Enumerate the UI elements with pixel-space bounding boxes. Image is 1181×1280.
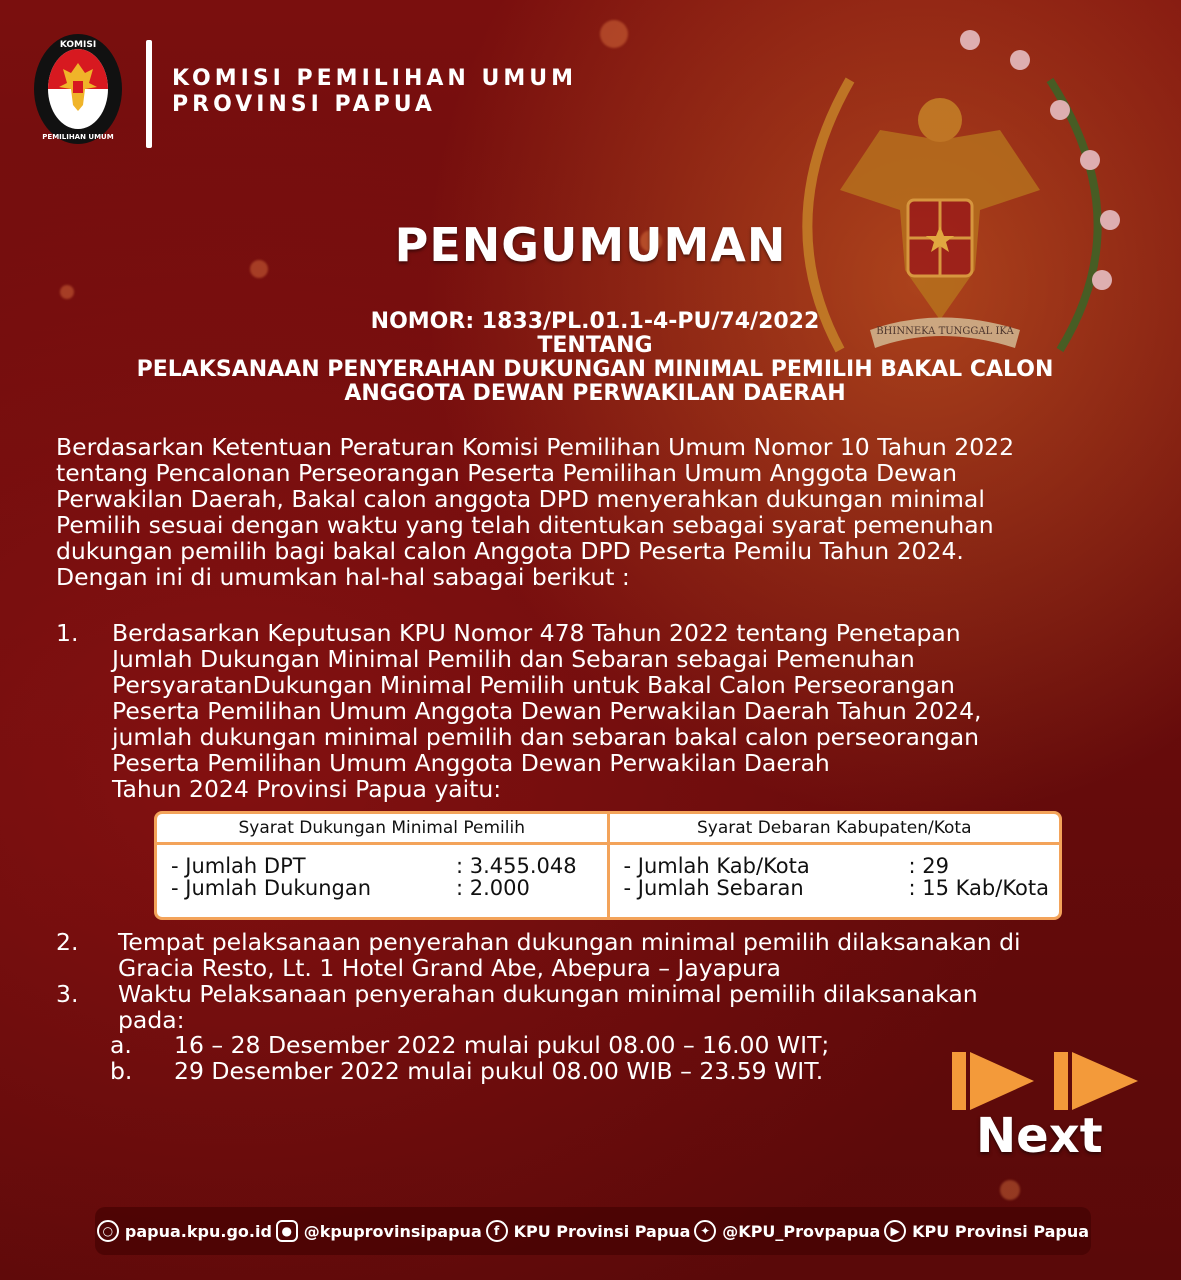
table-cell-value: : 29	[908, 854, 949, 878]
footer-twitter[interactable]	[694, 1220, 880, 1242]
item-line: Waktu Pelaksanaan penyerahan dukungan minimal pemilih dilaksanakan	[118, 980, 978, 1008]
sub-item-text: 16 – 28 Desember 2022 mulai pukul 08.00 – 16.00 WIT;	[174, 1031, 830, 1059]
globe-icon: ○	[97, 1220, 119, 1242]
youtube-icon: ▶	[884, 1220, 906, 1242]
footer-twitter-text: @KPU_Provpapua	[722, 1221, 881, 1241]
instagram-icon: ●	[276, 1220, 298, 1242]
table-column-support	[157, 814, 607, 917]
facebook-icon: f	[486, 1220, 508, 1242]
item-line: Tempat pelaksanaan penyerahan dukungan minimal pemilih dilaksanakan di	[118, 928, 1021, 956]
item-number: 1.	[56, 619, 79, 647]
footer-instagram[interactable]	[276, 1220, 482, 1242]
intro-paragraph	[56, 434, 1156, 590]
footer-facebook[interactable]	[486, 1220, 691, 1242]
header-divider	[146, 40, 152, 148]
page-title: PENGUMUMAN	[394, 218, 787, 272]
footer-youtube-text: KPU Provinsi Papua	[912, 1221, 1090, 1241]
announcement-subject-1: PELAKSANAAN PENYERAHAN DUKUNGAN MINIMAL PEMILIH BAKAL CALON	[136, 357, 1054, 382]
sub-item-text: 29 Desember 2022 mulai pukul 08.00 WIB – 23.59 WIT.	[174, 1057, 824, 1085]
table-cell-value: : 15 Kab/Kota	[908, 876, 1049, 900]
item-line: Gracia Resto, Lt. 1 Hotel Grand Abe, Abepura – Jayapura	[118, 954, 781, 982]
logo-text-top: KOMISI	[59, 40, 97, 50]
twitter-icon: ✦	[694, 1220, 716, 1242]
bokeh-light	[1000, 1180, 1020, 1200]
announcement-subheading	[40, 310, 1150, 406]
intro-line: Dengan ini di umumkan hal-hal sabagai berikut :	[56, 563, 630, 591]
sub-item-b	[110, 1058, 1010, 1084]
org-line-1: KOMISI PEMILIHAN UMUM	[172, 66, 577, 91]
item-line: Tahun 2024 Provinsi Papua yaitu:	[112, 775, 502, 803]
list-item-2	[56, 929, 1166, 981]
table-row	[624, 877, 1060, 899]
table-row	[171, 855, 607, 877]
table-header: Syarat Dukungan Minimal Pemilih	[157, 814, 607, 845]
list-item-3	[56, 981, 1166, 1033]
next-arrows-icon[interactable]	[952, 1050, 1142, 1112]
intro-line: Berdasarkan Ketentuan Peraturan Komisi Pemilihan Umum Nomor 10 Tahun 2022	[56, 433, 1015, 461]
footer-website[interactable]	[97, 1220, 272, 1242]
item-line: jumlah dukungan minimal pemilih dan sebaran bakal calon perseorangan	[112, 723, 980, 751]
item-line: Peserta Pemilihan Umum Anggota Dewan Perwakilan Daerah	[112, 749, 830, 777]
list-item-1	[56, 620, 1156, 802]
table-column-distribution	[607, 814, 1060, 917]
logo-text-bottom: PEMILIHAN UMUM	[42, 133, 114, 141]
footer-facebook-text: KPU Provinsi Papua	[513, 1221, 691, 1241]
table-cell-label: - Jumlah Dukungan	[171, 876, 372, 900]
announcement-number: NOMOR: 1833/PL.01.1-4-PU/74/2022	[370, 309, 820, 334]
intro-line: tentang Pencalonan Perseorangan Peserta Pemilihan Umum Anggota Dewan	[56, 459, 958, 487]
item-line: PersyaratanDukungan Minimal Pemilih untuk Bakal Calon Perseorangan	[112, 671, 955, 699]
sub-item-label: b.	[110, 1057, 133, 1085]
table-cell-label: - Jumlah DPT	[171, 854, 306, 878]
item-number: 2.	[56, 928, 79, 956]
table-header: Syarat Debaran Kabupaten/Kota	[610, 814, 1060, 845]
item-line: Berdasarkan Keputusan KPU Nomor 478 Tahun 2022 tentang Penetapan	[112, 619, 961, 647]
requirements-table	[154, 811, 1062, 920]
intro-line: Pemilih sesuai dengan waktu yang telah ditentukan sebagai syarat pemenuhan	[56, 511, 994, 539]
bokeh-light	[600, 20, 628, 48]
table-cell-value: : 3.455.048	[456, 854, 577, 878]
organization-name	[172, 66, 577, 118]
org-line-2: PROVINSI PAPUA	[172, 92, 436, 117]
bokeh-light	[60, 285, 74, 299]
item-line: Jumlah Dukungan Minimal Pemilih dan Sebaran sebagai Pemenuhan	[112, 645, 915, 673]
footer-instagram-text: @kpuprovinsipapua	[303, 1221, 482, 1241]
table-row	[171, 877, 607, 899]
footer-youtube[interactable]	[884, 1220, 1089, 1242]
table-cell-label: - Jumlah Kab/Kota	[623, 854, 810, 878]
item-line: Peserta Pemilihan Umum Anggota Dewan Perwakilan Daerah Tahun 2024,	[112, 697, 982, 725]
item-line: pada:	[118, 1006, 185, 1034]
sub-item-label: a.	[110, 1031, 132, 1059]
announcement-subject-2: ANGGOTA DEWAN PERWAKILAN DAERAH	[344, 381, 846, 406]
footer-website-text: papua.kpu.go.id	[124, 1221, 272, 1241]
table-row	[624, 855, 1060, 877]
next-button[interactable]: Next	[976, 1108, 1103, 1164]
emblem-motto: BHINNEKA TUNGGAL IKA	[876, 326, 1014, 337]
table-cell-label: - Jumlah Sebaran	[623, 876, 804, 900]
sub-item-a	[110, 1032, 1010, 1058]
kpu-logo	[33, 33, 123, 145]
footer-social-bar	[95, 1207, 1091, 1255]
table-cell-value: : 2.000	[456, 876, 530, 900]
intro-line: Perwakilan Daerah, Bakal calon anggota DPD menyerahkan dukungan minimal	[56, 485, 985, 513]
announcement-tentang: TENTANG	[537, 333, 653, 358]
item-number: 3.	[56, 980, 79, 1008]
intro-line: dukungan pemilih bagi bakal calon Anggota DPD Peserta Pemilu Tahun 2024.	[56, 537, 964, 565]
